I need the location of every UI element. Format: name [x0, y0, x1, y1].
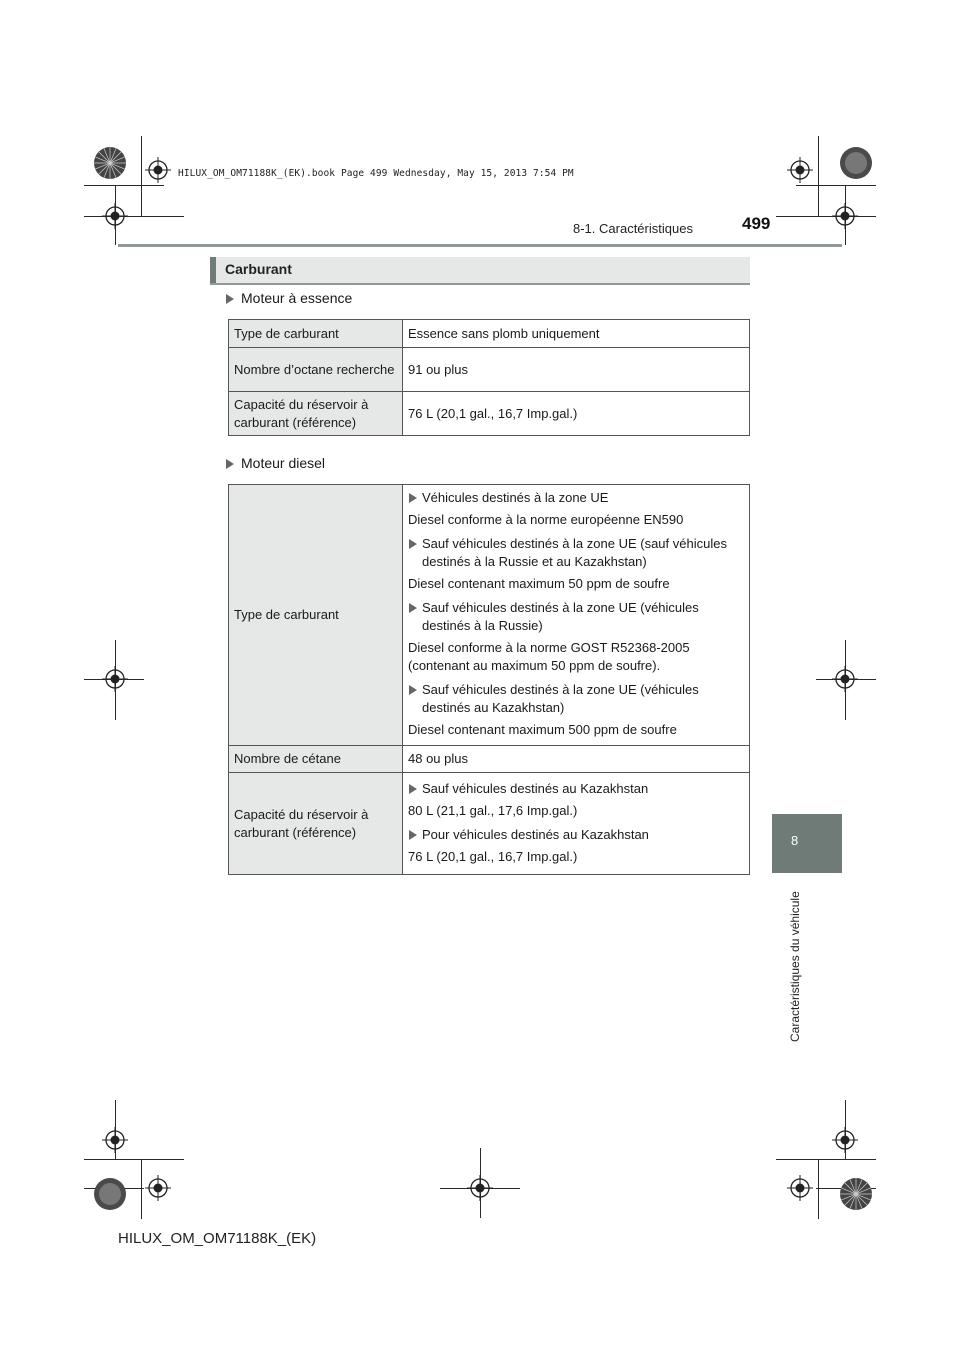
- chapter-title: Caractéristiques du véhicule: [788, 891, 802, 1042]
- table-row: [229, 485, 750, 746]
- row-value: Essence sans plomb uniquement: [403, 320, 750, 348]
- registration-target-icon: [832, 203, 858, 229]
- condition-item: Sauf véhicules destinés à la zone UE (sauf véhicules destinés à la Russie et au Kazakhstan): [408, 535, 744, 571]
- registration-target-icon: [467, 1175, 493, 1201]
- condition-item: Pour véhicules destinés au Kazakhstan: [408, 826, 744, 844]
- condition-text: 76 L (20,1 gal., 16,7 Imp.gal.): [408, 848, 578, 864]
- header-rule: [118, 244, 842, 247]
- registration-target-icon: [787, 1175, 813, 1201]
- registration-target-icon: [832, 666, 858, 692]
- row-value: 48 ou plus: [403, 746, 750, 773]
- table-row: [229, 320, 750, 348]
- table-row: [229, 746, 750, 773]
- triangle-bullet-icon: [226, 294, 234, 304]
- registration-target-icon: [145, 1175, 171, 1201]
- condition-item: Sauf véhicules destinés au Kazakhstan: [408, 780, 744, 798]
- section-title: Carburant: [225, 261, 292, 277]
- registration-target-icon: [787, 157, 813, 183]
- row-value: [403, 773, 750, 875]
- condition-text: Diesel contenant maximum 500 ppm de soufre: [408, 722, 677, 737]
- triangle-bullet-icon: [226, 459, 234, 469]
- condition-text: Diesel conforme à la norme GOST R52368-2005 (contenant au maximum 50 ppm de soufre).: [408, 640, 690, 673]
- section-title-bar: [210, 257, 750, 285]
- petrol-heading-text: Moteur à essence: [241, 290, 353, 306]
- chapter-tab: [772, 814, 842, 873]
- condition-text: Diesel conforme à la norme européenne EN590: [408, 512, 684, 527]
- diesel-heading-text: Moteur diesel: [241, 455, 326, 471]
- condition-item: Sauf véhicules destinés à la zone UE (véhicules destinés au Kazakhstan): [408, 681, 744, 717]
- registration-target-icon: [145, 157, 171, 183]
- registration-target-icon: [102, 203, 128, 229]
- registration-target-icon: [102, 666, 128, 692]
- table-row: [229, 348, 750, 392]
- chapter-number: 8: [791, 833, 799, 848]
- row-label: Type de carburant: [229, 320, 403, 348]
- petrol-heading: [226, 290, 352, 306]
- registration-target-icon: [832, 1127, 858, 1153]
- row-value: 91 ou plus: [403, 348, 750, 392]
- condition-text: Diesel contenant maximum 50 ppm de soufre: [408, 576, 670, 591]
- diesel-heading: [226, 455, 325, 471]
- row-label: Capacité du réservoir à carburant (référence): [229, 392, 403, 436]
- petrol-spec-table: [228, 319, 750, 436]
- row-label: Nombre d’octane recherche: [229, 348, 403, 392]
- starburst-mark-icon: [93, 146, 127, 180]
- condition-item: Sauf véhicules destinés à la zone UE (véhicules destinés à la Russie): [408, 599, 744, 635]
- condition-item: Véhicules destinés à la zone UE: [408, 489, 744, 507]
- starburst-mark-icon: [839, 1177, 873, 1211]
- row-label: Type de carburant: [229, 485, 403, 746]
- page-number: 499: [742, 214, 771, 233]
- section-label: 8-1. Caractéristiques: [573, 221, 693, 236]
- title-accent: [210, 257, 216, 283]
- condition-text: 80 L (21,1 gal., 17,6 Imp.gal.): [408, 802, 578, 818]
- print-file-info: HILUX_OM_OM71188K_(EK).book Page 499 Wednesday, May 15, 2013 7:54 PM: [178, 168, 574, 179]
- gray-dot-mark-icon: [93, 1177, 127, 1211]
- registration-target-icon: [102, 1127, 128, 1153]
- row-value: 76 L (20,1 gal., 16,7 Imp.gal.): [403, 392, 750, 436]
- row-value: [403, 485, 750, 746]
- row-label: Nombre de cétane: [229, 746, 403, 773]
- gray-dot-mark-icon: [839, 146, 873, 180]
- table-row: [229, 773, 750, 875]
- footer-doc-code: HILUX_OM_OM71188K_(EK): [118, 1230, 317, 1247]
- diesel-spec-table: [228, 484, 750, 875]
- row-label: Capacité du réservoir à carburant (référence): [229, 773, 403, 875]
- table-row: [229, 392, 750, 436]
